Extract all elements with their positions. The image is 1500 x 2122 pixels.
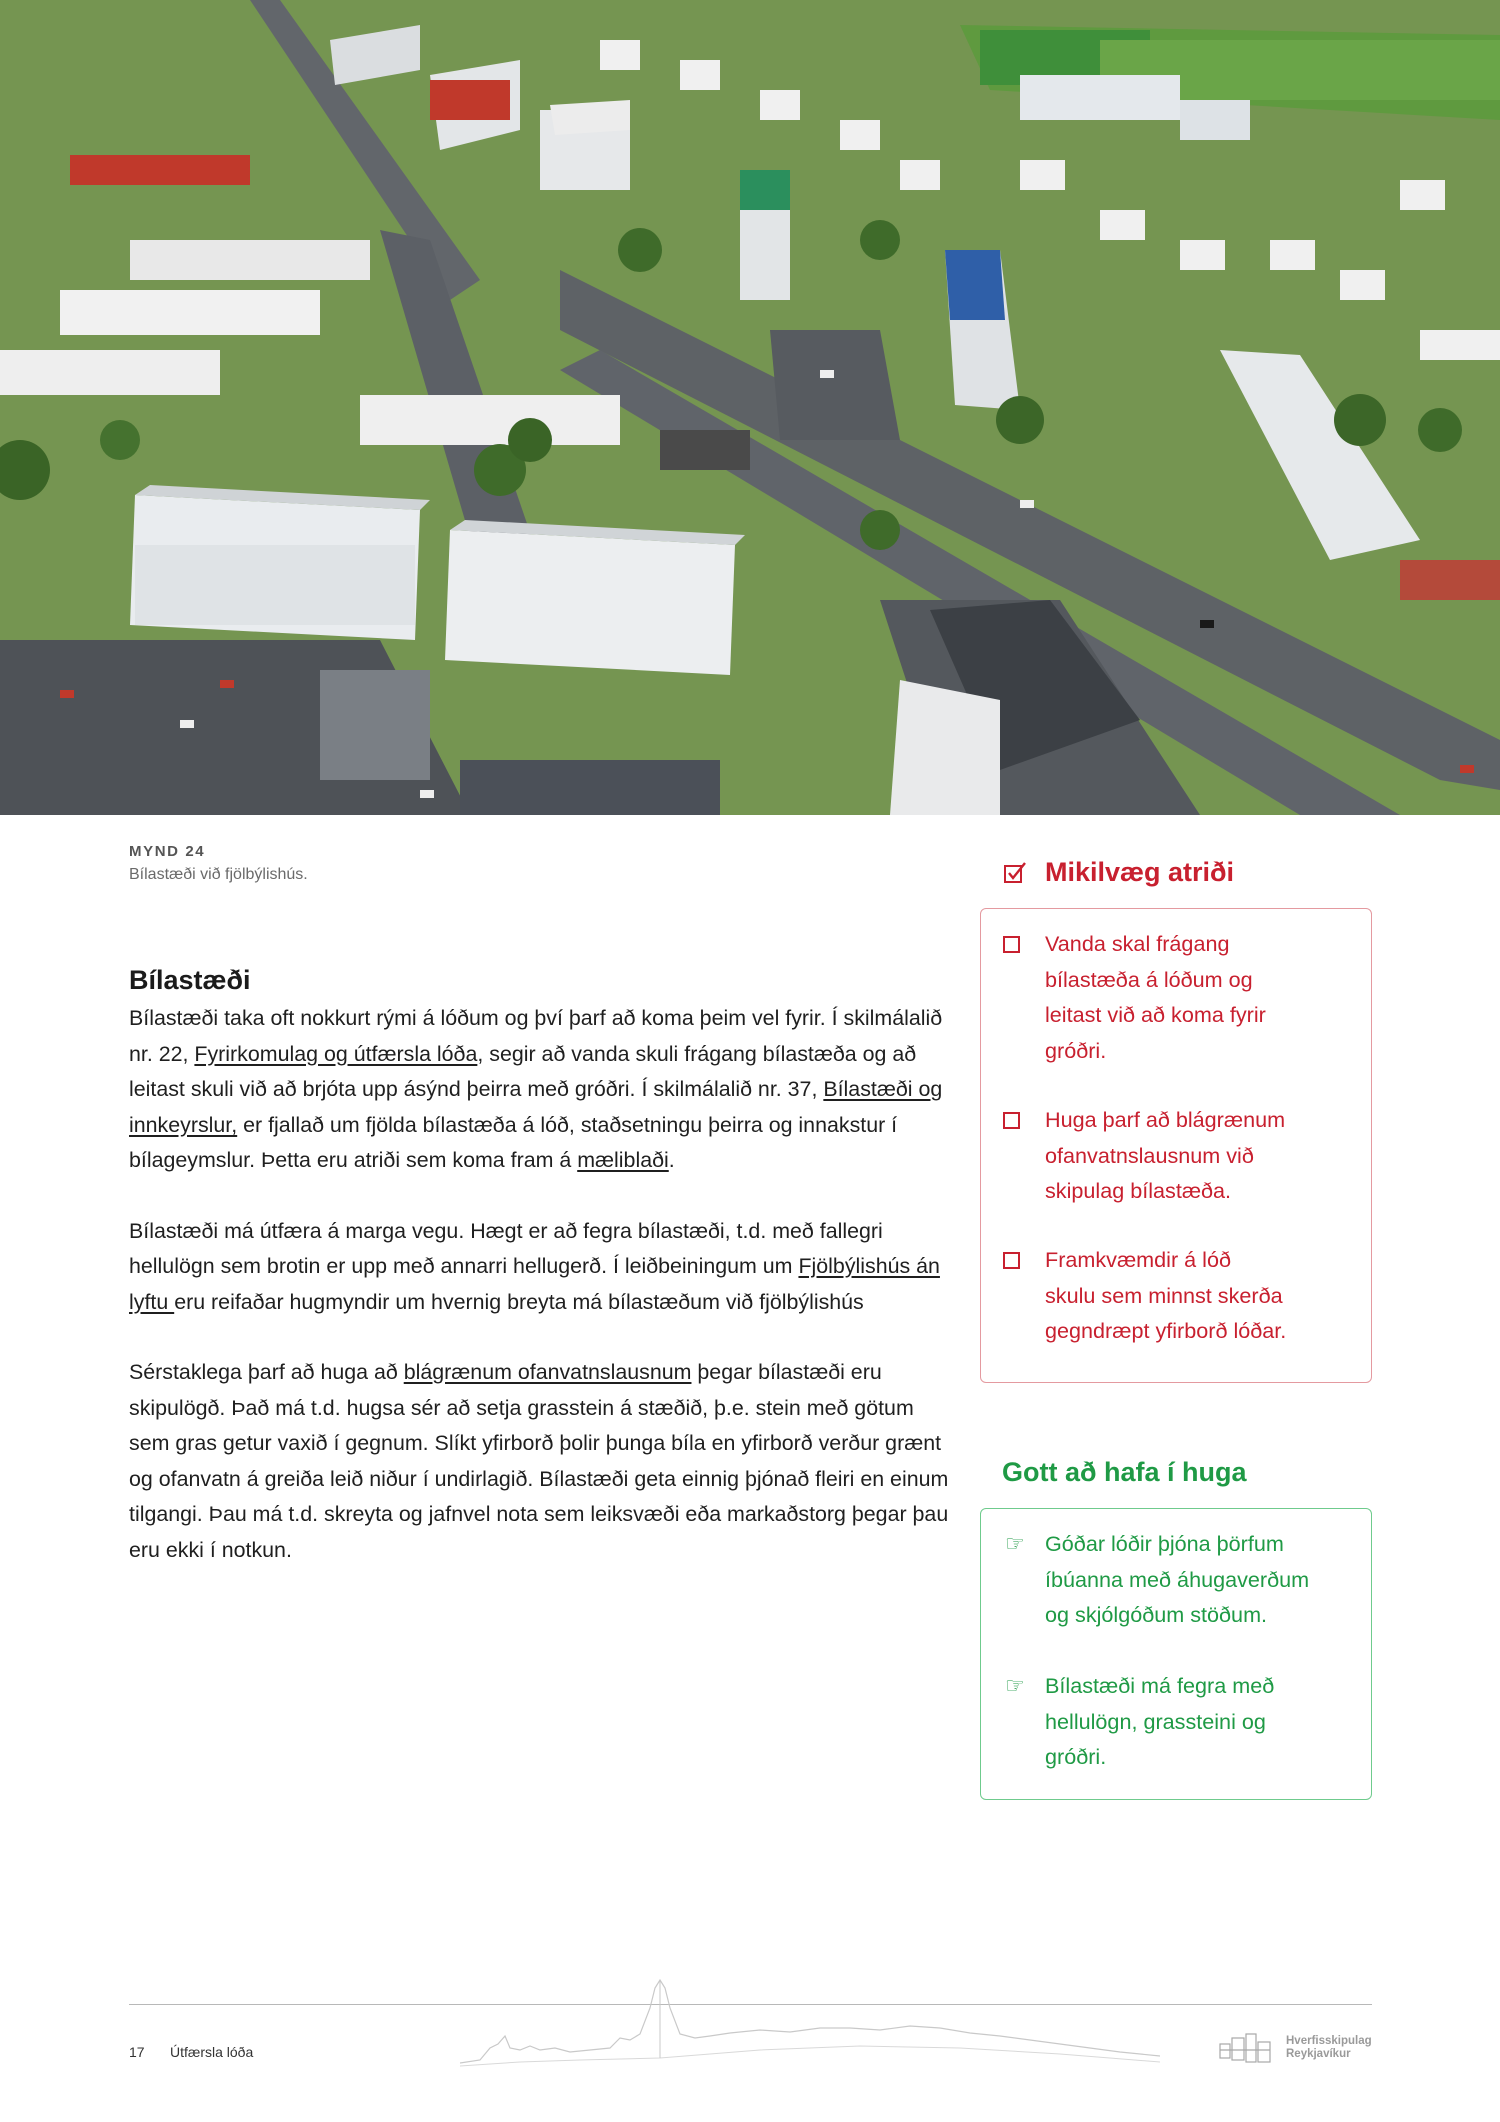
logo-text-line-1: Hverfisskipulag — [1286, 2035, 1372, 2047]
checkbox-checked-icon — [1003, 861, 1027, 885]
pointing-hand-icon: ☞ — [1005, 1531, 1025, 1556]
main-content — [129, 963, 949, 1603]
p2-text-2: eru reifaðar hugmyndir um hvernig breyta má bílastæðum við fjölbýlishús — [174, 1289, 864, 1314]
page-number: 17 — [129, 2044, 145, 2060]
link-fjolbylishus[interactable]: Fjölbýlishús án lyftu — [129, 1254, 940, 1314]
important-item-2-line-2: ofanvatnslausnum við — [1045, 1142, 1254, 1168]
p1-text-3: er fjallað um fjölda bílastæða á lóð, staðsetningu þeirra og innakstur í bílageymslur. Þetta eru atriði sem koma fram á — [129, 1112, 898, 1172]
good-item-2-line-3: gróðri. — [1045, 1744, 1107, 1769]
aerial-photo — [0, 0, 1500, 815]
aerial-photo-illustration — [0, 0, 1500, 815]
good-item-2-line-2: hellulögn, grassteini og — [1045, 1708, 1266, 1734]
link-maeliblad[interactable]: mæliblaði — [577, 1148, 669, 1172]
p1-text-2: , segir að vanda skuli frágang bílastæða og að leitast skuli við að brjóta upp ásýnd þeirra með gróðri. Í skilmálalið nr. 37, — [129, 1041, 917, 1101]
important-item-3-line-3: gegndræpt yfirborð lóðar. — [1045, 1318, 1287, 1343]
logo-text-line-2: Reykjavíkur — [1286, 2048, 1351, 2060]
p2-text-1: Bílastæði má útfæra á marga vegu. Hægt er að fegra bílastæði, t.d. með fallegri hellulögn sem brotin er upp með annarri hellugerð. Í leiðbeiningum um — [129, 1218, 883, 1278]
important-item-3 — [1045, 1242, 1286, 1349]
important-box — [980, 908, 1372, 1383]
footer-section-name: Útfærsla lóða — [170, 2044, 254, 2060]
good-item-1-line-2: íbúanna með áhugaverðum — [1045, 1566, 1310, 1592]
checkbox-icon — [1003, 1252, 1020, 1269]
p3-text-1: Sérstaklega þarf að huga að — [129, 1360, 404, 1384]
hverfisskipulag-logo-icon — [1218, 2030, 1272, 2070]
important-item-1 — [1045, 926, 1266, 1068]
p1-text-4: . — [668, 1148, 675, 1172]
p3-text-2: þegar bílastæði eru skipulögð. Það má t.d. hugsa sér að setja grasstein á stæðið, þ.e. stein með götum sem gras getur vaxið í gegnum. Slíkt yfirborð þolir þunga bíla en yfirborð verður grænt og ofanvatn á greiða leið niður í undirlagið. Bílastæði geta einnig þjónað fleiri en einum tilgangi. Þau má t.d. skreyta og jafnvel nota sem leiksvæði eða markaðstorg þegar þau eru ekki í notkun. — [129, 1360, 949, 1562]
important-title — [1003, 857, 1234, 888]
link-bilastaedi-innkeyrslur[interactable]: Bílastæði og innkeyrslur, — [129, 1077, 943, 1137]
important-item-1-line-3: leitast við að koma fyrir — [1045, 1002, 1266, 1027]
important-title-text: Mikilvæg atriði — [1045, 857, 1235, 887]
important-item-3-line-2: skulu sem minnst skerða — [1045, 1282, 1283, 1308]
paragraph-1 — [129, 1001, 949, 1179]
figure-label: MYND 24 — [129, 843, 206, 860]
checkbox-icon — [1003, 1112, 1020, 1129]
important-item-2-line-3: skipulag bílastæða. — [1045, 1178, 1232, 1203]
good-box — [980, 1508, 1372, 1800]
section-heading: Bílastæði — [129, 965, 251, 995]
paragraph-2 — [129, 1214, 949, 1321]
important-item-1-line-2: bílastæða á lóðum og — [1045, 966, 1253, 992]
link-fyrirkomulag[interactable]: Fyrirkomulag og útfærsla lóða — [194, 1041, 478, 1066]
hverfisskipulag-logo — [1218, 2030, 1378, 2070]
logo-text — [1286, 2035, 1372, 2061]
good-title: Gott að hafa í huga — [1002, 1457, 1247, 1487]
pointing-hand-icon: ☞ — [1005, 1673, 1025, 1698]
good-item-2-line-1: Bílastæði má fegra með — [1045, 1673, 1275, 1698]
checkbox-icon — [1003, 936, 1020, 953]
link-blagraenar-lausnir[interactable]: blágrænum ofanvatnslausnum — [403, 1360, 692, 1384]
good-item-1-line-3: og skjólgóðum stöðum. — [1045, 1602, 1268, 1627]
important-item-3-line-1: Framkvæmdir á lóð — [1045, 1247, 1231, 1272]
figure-caption: Bílastæði við fjölbýlishús. — [129, 866, 308, 883]
important-item-2 — [1045, 1102, 1285, 1209]
paragraph-3 — [129, 1355, 949, 1568]
good-item-1-line-1: Góðar lóðir þjóna þörfum — [1045, 1531, 1284, 1556]
important-item-2-line-1: Huga þarf að blágrænum — [1045, 1107, 1286, 1132]
city-skyline-illustration — [460, 1978, 1160, 2068]
good-item-2 — [1005, 1668, 1275, 1775]
important-item-1-line-4: gróðri. — [1045, 1037, 1107, 1063]
important-item-1-line-1: Vanda skal frágang — [1045, 931, 1230, 956]
p1-text-1: Bílastæði taka oft nokkurt rými á lóðum og því þarf að koma þeim vel fyrir. Í skilmálalið nr. 22, — [129, 1006, 943, 1066]
good-item-1 — [1005, 1526, 1310, 1633]
